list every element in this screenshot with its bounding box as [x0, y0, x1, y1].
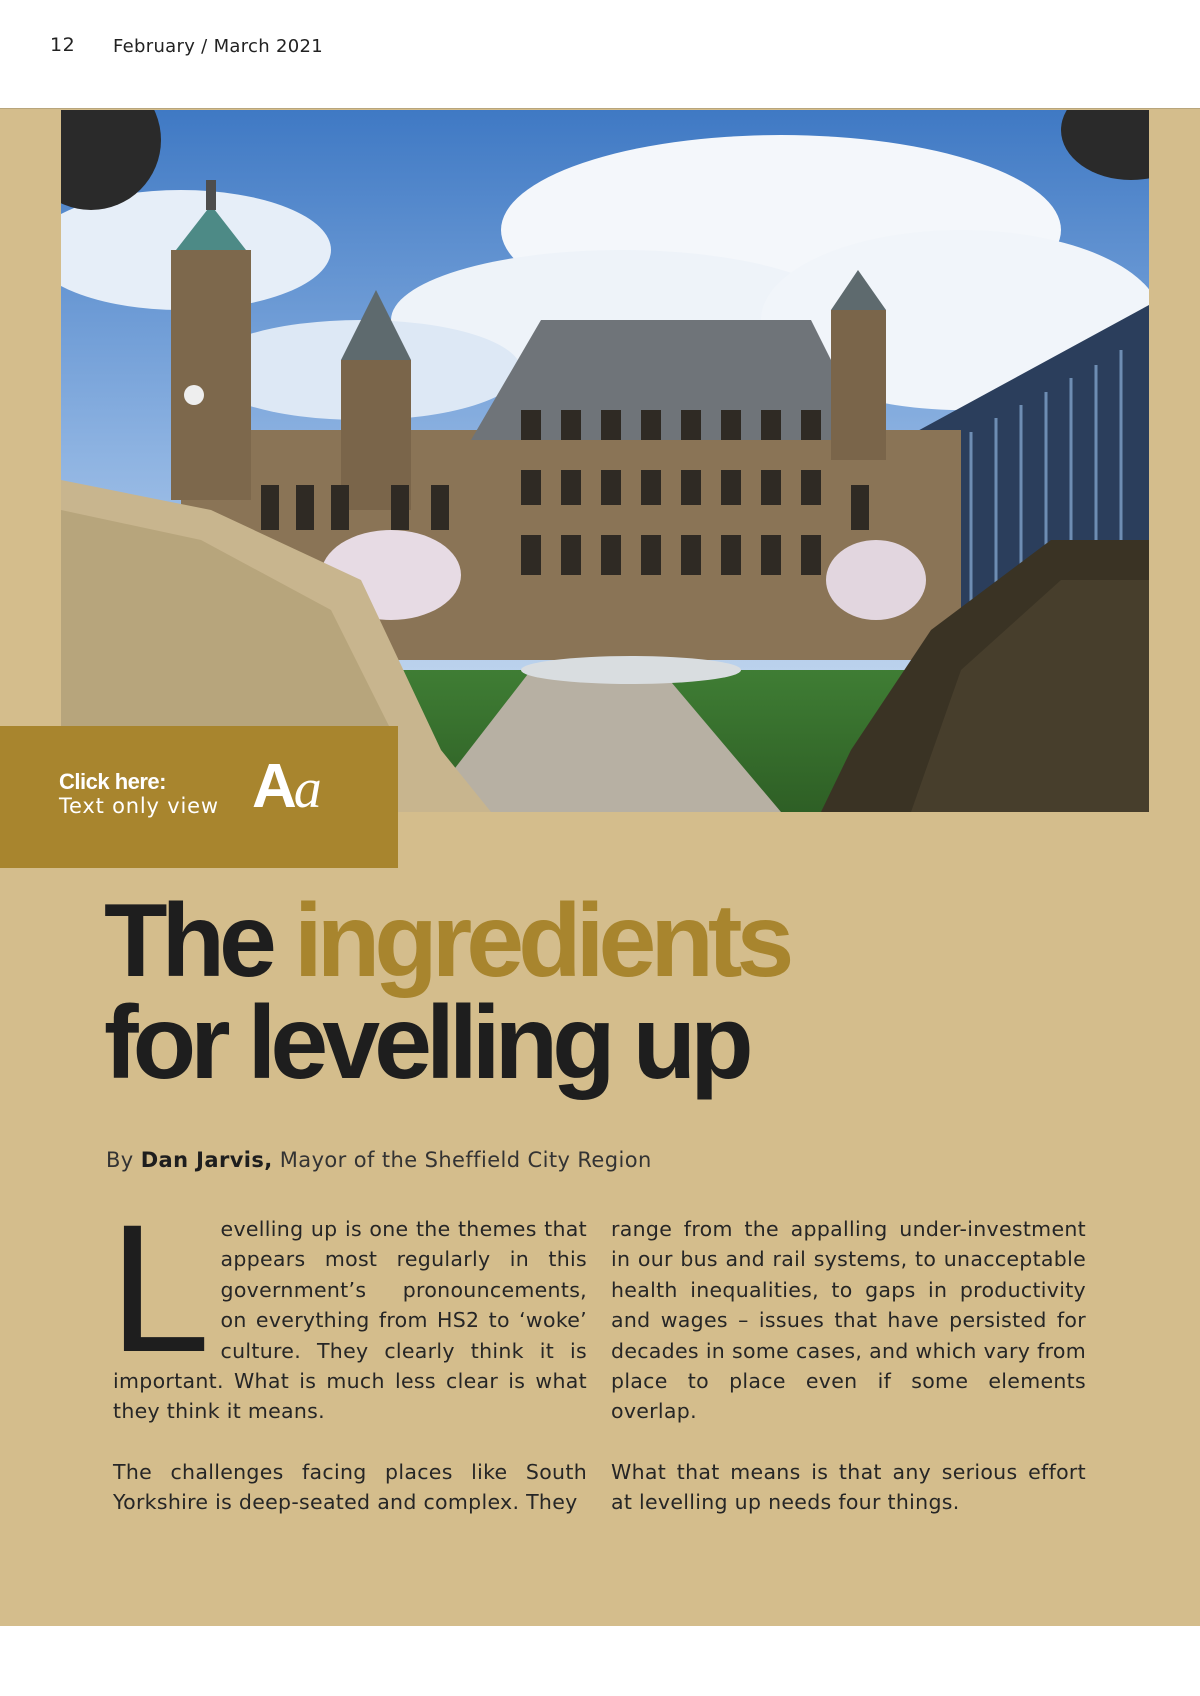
byline-role: Mayor of the Sheffield City Region: [279, 1148, 652, 1172]
headline-accent-word: ingredients: [293, 883, 789, 999]
article-paragraph: The challenges facing places like South Yorkshire is deep-seated and complex. They: [113, 1459, 587, 1515]
article-paragraph: What that means is that any serious effort at levelling up needs four things.: [611, 1459, 1086, 1515]
text-only-view-button[interactable]: [0, 726, 398, 868]
article-paragraph: [109, 1186, 587, 1427]
text-only-view-label: Text only view: [59, 794, 219, 818]
article-column-left: [109, 1186, 587, 1548]
byline-prefix: By: [106, 1148, 134, 1172]
page-number: 12: [50, 34, 76, 56]
font-size-aa-icon: [252, 752, 319, 821]
byline-author: Dan Jarvis,: [140, 1148, 273, 1172]
town-hall-photo-illustration: [61, 110, 1149, 812]
drop-cap: L: [109, 1186, 211, 1390]
aa-icon-small-glyph: a: [293, 758, 319, 820]
issue-date: February / March 2021: [113, 36, 323, 57]
article-paragraph: range from the appalling under-investment in our bus and rail systems, to unacceptable health inequalities, to gaps in productivity and wages – issues that have persisted for decades in some cases, and which vary from place to place even if some elements overlap.: [611, 1217, 1086, 1424]
byline: [106, 1148, 652, 1172]
click-here-label: Click here:: [59, 769, 166, 794]
headline-line-2: for levelling up: [104, 985, 748, 1101]
hero-photo: [61, 110, 1149, 812]
article-headline: [104, 883, 789, 1101]
aa-icon-big-glyph: A: [252, 752, 294, 821]
headline-word-the: The: [104, 883, 271, 999]
paragraph-text: evelling up is one the themes that appears most regularly in this government’s pronouncements, on everything from HS2 to ‘woke’ culture. They clearly think it is important. What is much less clear is what they think it means.: [113, 1217, 587, 1424]
article-column-right: [611, 1214, 1086, 1548]
